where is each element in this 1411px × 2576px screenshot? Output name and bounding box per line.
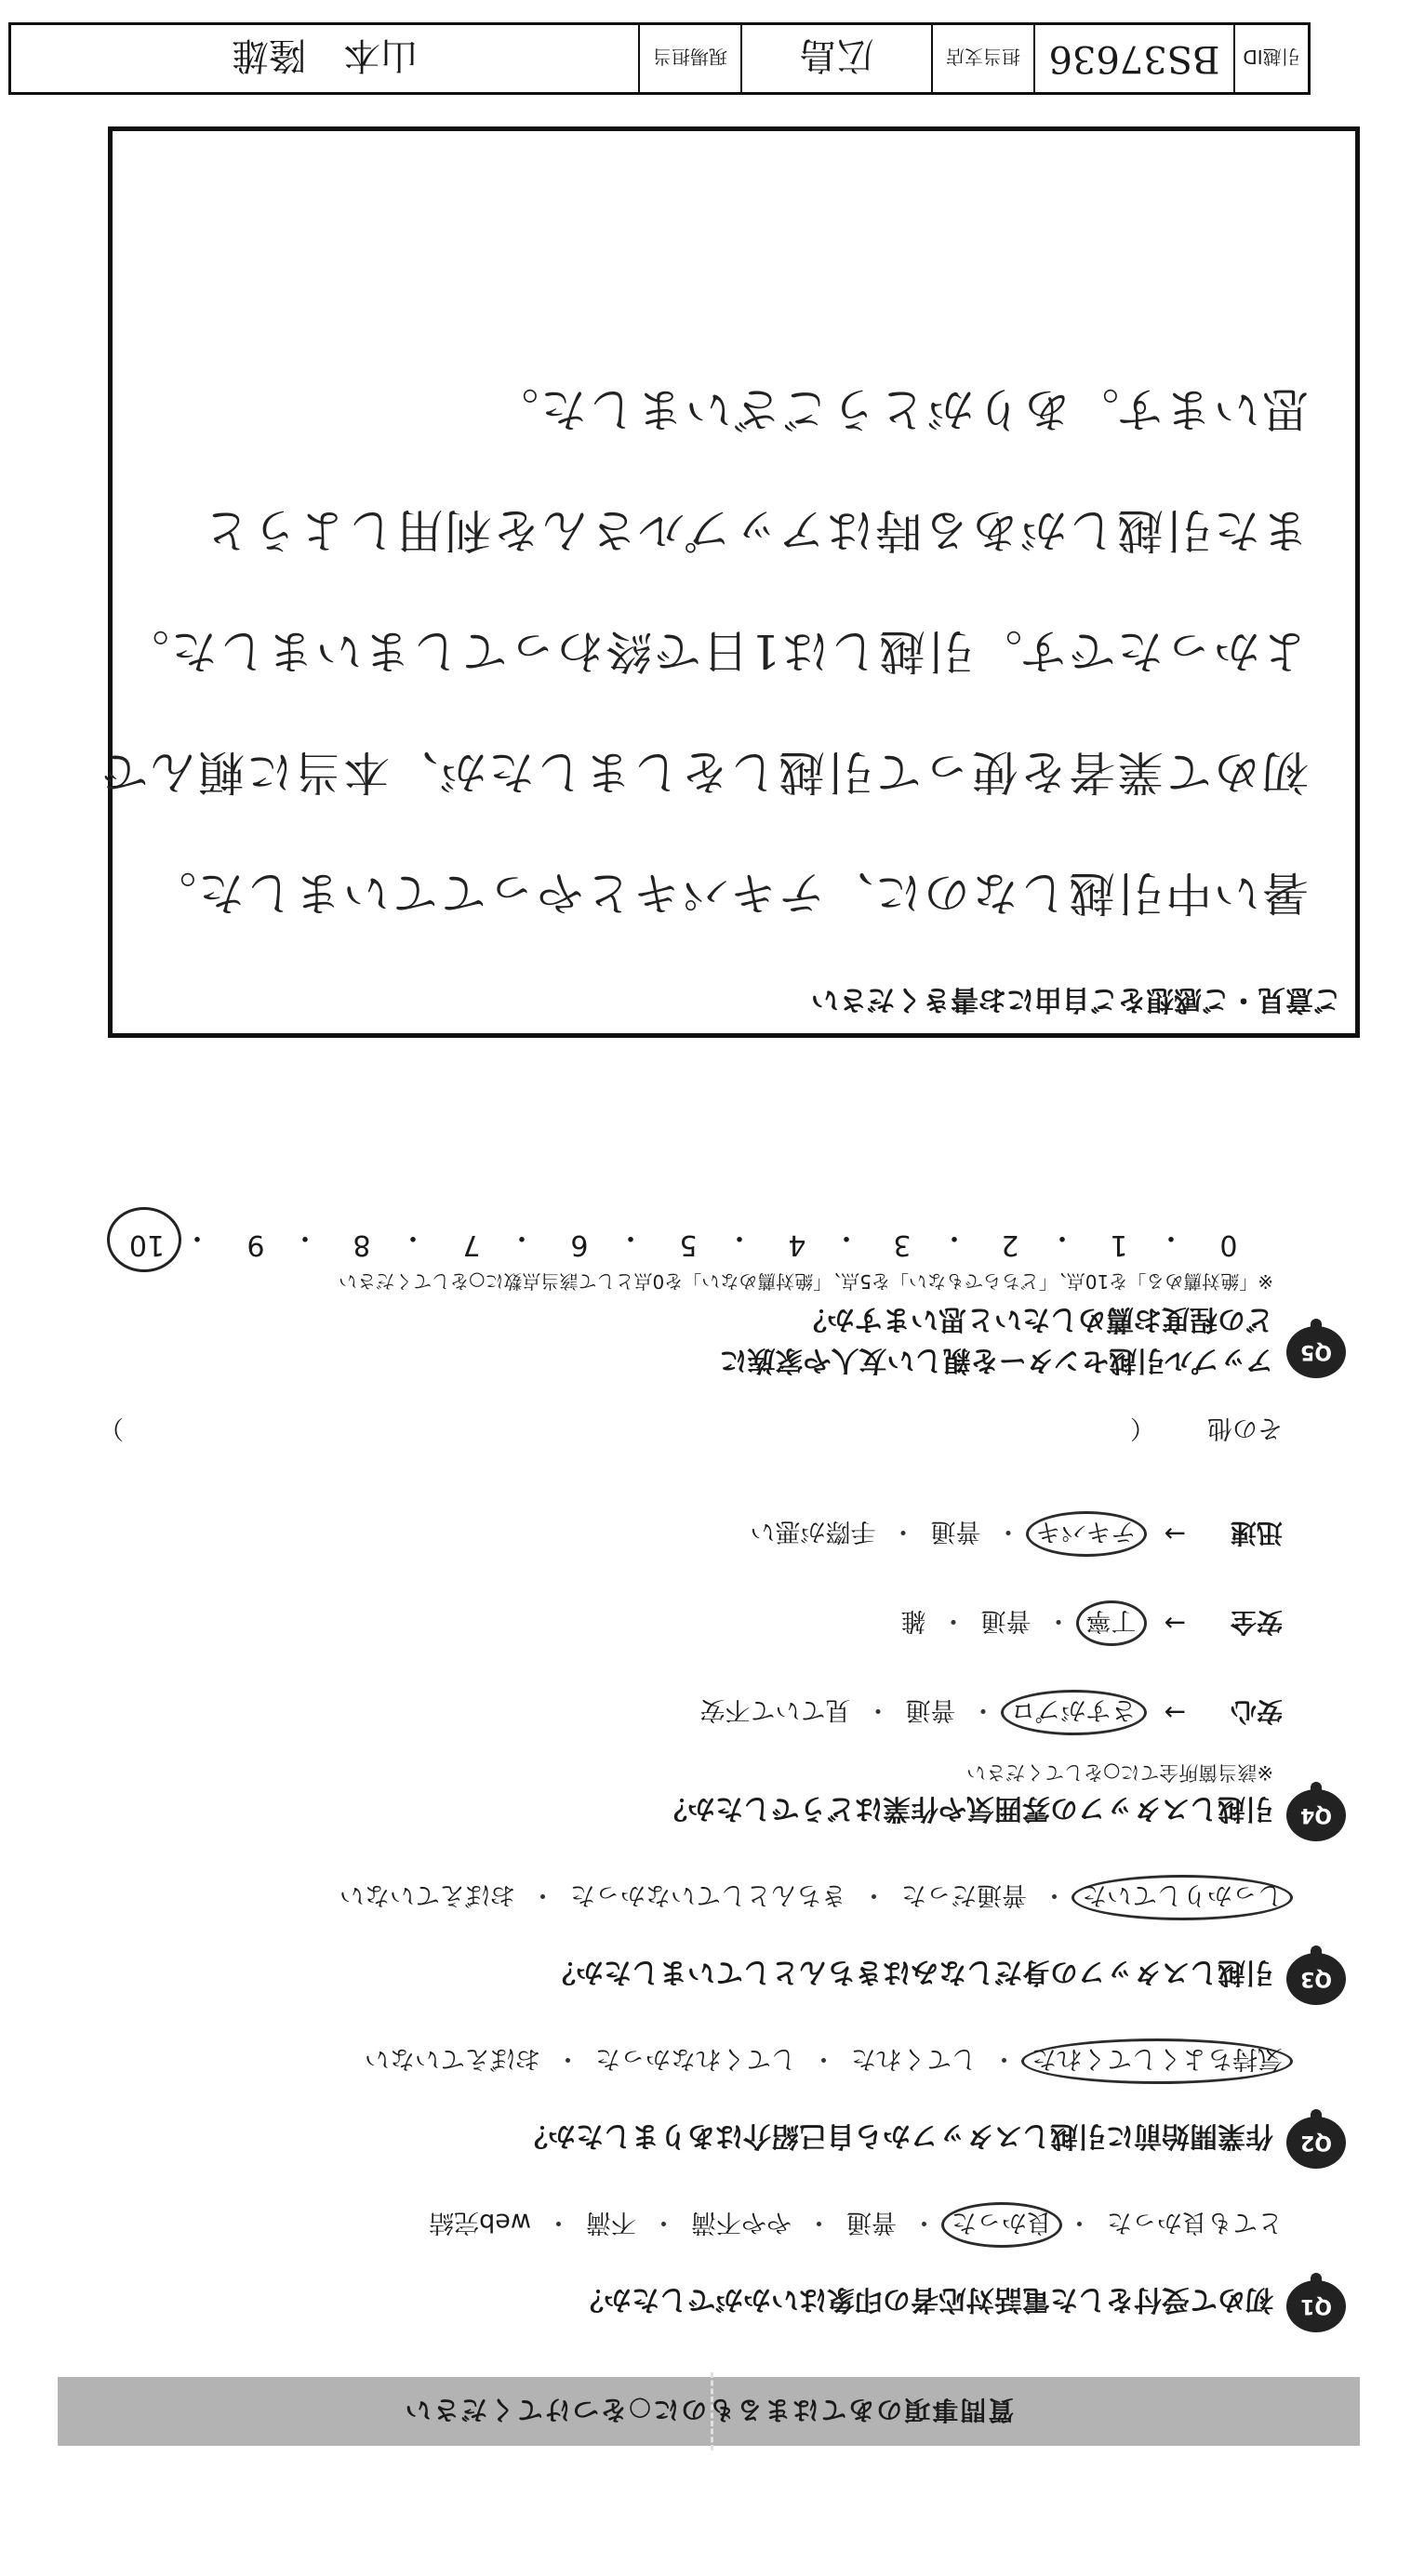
q3-option-normal[interactable]: 普通だった	[901, 1880, 1027, 1909]
q3-option-neat[interactable]: しっかりしていた	[1072, 1875, 1293, 1920]
score-separator: ・	[399, 1221, 427, 1254]
score-2[interactable]: 2	[1001, 1228, 1019, 1261]
q1-badge: Q1	[1286, 2280, 1346, 2332]
q4-row-label: 安全	[1230, 1607, 1283, 1638]
q4-row-anzen: 安全 → 丁寧 ・ 普通 ・ 雑	[901, 1605, 1283, 1642]
score-separator: ・	[940, 1221, 968, 1254]
q2-option-did-not[interactable]: してくれなかった	[595, 2044, 796, 2073]
perforation-line	[711, 2372, 713, 2450]
score-separator: ・	[832, 1221, 860, 1254]
q4-other-label: その他	[1207, 1414, 1283, 1442]
q4-row-anshin: 安心 → さすがプロ ・ 普通 ・ 見ていて不安	[700, 1694, 1283, 1732]
q4-option-careful[interactable]: 丁寧	[1076, 1601, 1147, 1647]
score-7[interactable]: 7	[462, 1228, 481, 1261]
q2-question: 作業開始前に引越しスタッフから自己紹介はありましたか？	[520, 2119, 1273, 2152]
comment-title: ご意見・ご感想をご自由にお書きください	[811, 983, 1341, 1016]
q1-question: 初めて受付をした電話対応者の印象はいかがでしたか？	[576, 2283, 1273, 2316]
handwritten-line: 初めて業者を使って引越しをしましたが、本当に頼んで	[100, 745, 1309, 799]
q5-note: ※「絶対薦める」を10点、「どちらでもない」を5点、「絶対薦めない」を0点として該当点数に○をしてください	[339, 1270, 1273, 1293]
q4-other	[99, 1413, 1283, 1449]
score-9[interactable]: 9	[246, 1228, 265, 1261]
handwritten-line: また引越しがある時はアップルさんを利用しようと	[201, 503, 1309, 557]
handwritten-line: 暑い中引越しなのに、テキパキとやってていました。	[148, 866, 1309, 920]
q3-option-not-neat[interactable]: きちんとしていなかった	[570, 1880, 846, 1909]
q4-row-label: 安心	[1230, 1696, 1283, 1727]
score-5[interactable]: 5	[679, 1228, 698, 1261]
q5-question-line2: どの程度お薦めしたいと思いますか？	[799, 1303, 1273, 1335]
leader-label-cell: 現場担当	[638, 25, 740, 92]
instruction-banner	[58, 2377, 1360, 2446]
arrow-right-icon: →	[1164, 1608, 1186, 1640]
q3-badge: Q3	[1286, 1953, 1346, 2005]
score-separator: ・	[291, 1221, 319, 1254]
q2-option-did[interactable]: してくれた	[851, 2044, 977, 2073]
branch-value-cell: 広島	[740, 25, 931, 92]
score-separator: ・	[1048, 1221, 1076, 1254]
score-10[interactable]: 10	[128, 1228, 166, 1261]
q3-options: しっかりしていた ・ 普通だった ・ きちんとしていなかった ・ おぼえていない	[339, 1879, 1283, 1916]
score-6[interactable]: 6	[570, 1228, 589, 1261]
score-separator: ・	[725, 1221, 753, 1254]
score-separator: ・	[617, 1221, 645, 1254]
score-separator: ・	[183, 1221, 211, 1254]
q4-option-uneasy[interactable]: 見ていて不安	[699, 1695, 851, 1725]
q1-option-web[interactable]: web完結	[429, 2208, 531, 2237]
q4-note: ※該当箇所全てに○をしてください	[966, 1761, 1273, 1784]
q4-question: 引越しスタッフの雰囲気や作業はどうでしたか？	[659, 1792, 1273, 1825]
score-8[interactable]: 8	[353, 1228, 371, 1261]
score-1[interactable]: 1	[1110, 1228, 1128, 1261]
q4-row-label: 迅速	[1230, 1518, 1283, 1548]
q1-option-good[interactable]: 良かった	[941, 2202, 1062, 2248]
q3-question: 引越しスタッフの身だしなみはきちんとしていましたか？	[548, 1956, 1273, 1988]
arrow-right-icon: →	[1164, 1519, 1186, 1550]
score-4[interactable]: 4	[788, 1228, 806, 1261]
id-label-cell: 引越ID	[1233, 25, 1308, 92]
q2-option-pleasant[interactable]: 気持ちよくしてくれた	[1021, 2038, 1293, 2084]
q4-option-normal[interactable]: 普通	[980, 1606, 1032, 1636]
branch-label-cell: 担当支店	[931, 25, 1033, 92]
arrow-right-icon: →	[1164, 1697, 1186, 1729]
score-separator: ・	[1157, 1221, 1185, 1254]
q4-option-pro[interactable]: さすがプロ	[1001, 1691, 1147, 1736]
q1-option-very-good[interactable]: とても良かった	[1107, 2208, 1283, 2237]
handwritten-line: よかったです。引越しは1日で終わってしまいました。	[120, 624, 1309, 678]
q2-option-dont-remember[interactable]: おぼえていない	[365, 2044, 540, 2073]
q4-option-rough[interactable]: 雑	[900, 1606, 926, 1636]
instruction-text: 質問事項のあてはまるものに○をつけてください	[403, 2395, 1015, 2425]
score-0[interactable]: 0	[1219, 1228, 1238, 1261]
q4-option-normal[interactable]: 普通	[930, 1517, 981, 1547]
id-value-cell: BS37636	[1033, 25, 1233, 92]
q2-options: 気持ちよくしてくれた ・ してくれた ・ してくれなかった ・ おぼえていない	[365, 2043, 1283, 2079]
score-separator: ・	[508, 1221, 536, 1254]
q4-option-swift[interactable]: テキパキ	[1026, 1512, 1147, 1558]
q4-option-clumsy[interactable]: 手際が悪い	[750, 1517, 876, 1547]
q4-other-open: （	[1130, 1414, 1155, 1442]
q2-badge: Q2	[1286, 2117, 1346, 2169]
q1-option-unsatisfied[interactable]: 不満	[586, 2208, 636, 2237]
leader-value-cell: 山本 隆雄	[232, 33, 418, 77]
q4-row-jinsoku: 迅速 → テキパキ ・ 普通 ・ 手際が悪い	[751, 1516, 1283, 1553]
q5-question-line1: アップル引越センターを親しい友人や家族に	[719, 1344, 1273, 1376]
q3-option-dont-remember[interactable]: おぼえていない	[339, 1880, 515, 1909]
q5-badge: Q5	[1286, 1326, 1346, 1378]
handwritten-line: 思います。ありがとうございました。	[490, 382, 1309, 436]
q4-option-normal[interactable]: 普通	[905, 1695, 956, 1725]
q4-other-close: ）	[99, 1414, 124, 1442]
q1-options: とても良かった ・ 良かった ・ 普通 ・ やや不満 ・ 不満 ・ web完結	[429, 2207, 1283, 2243]
footer-info-table	[8, 22, 1311, 95]
q1-option-normal[interactable]: 普通	[846, 2208, 897, 2237]
q1-option-somewhat-unsatisfied[interactable]: やや不満	[691, 2208, 792, 2237]
q4-badge: Q4	[1286, 1789, 1346, 1841]
score-3[interactable]: 3	[893, 1228, 912, 1261]
